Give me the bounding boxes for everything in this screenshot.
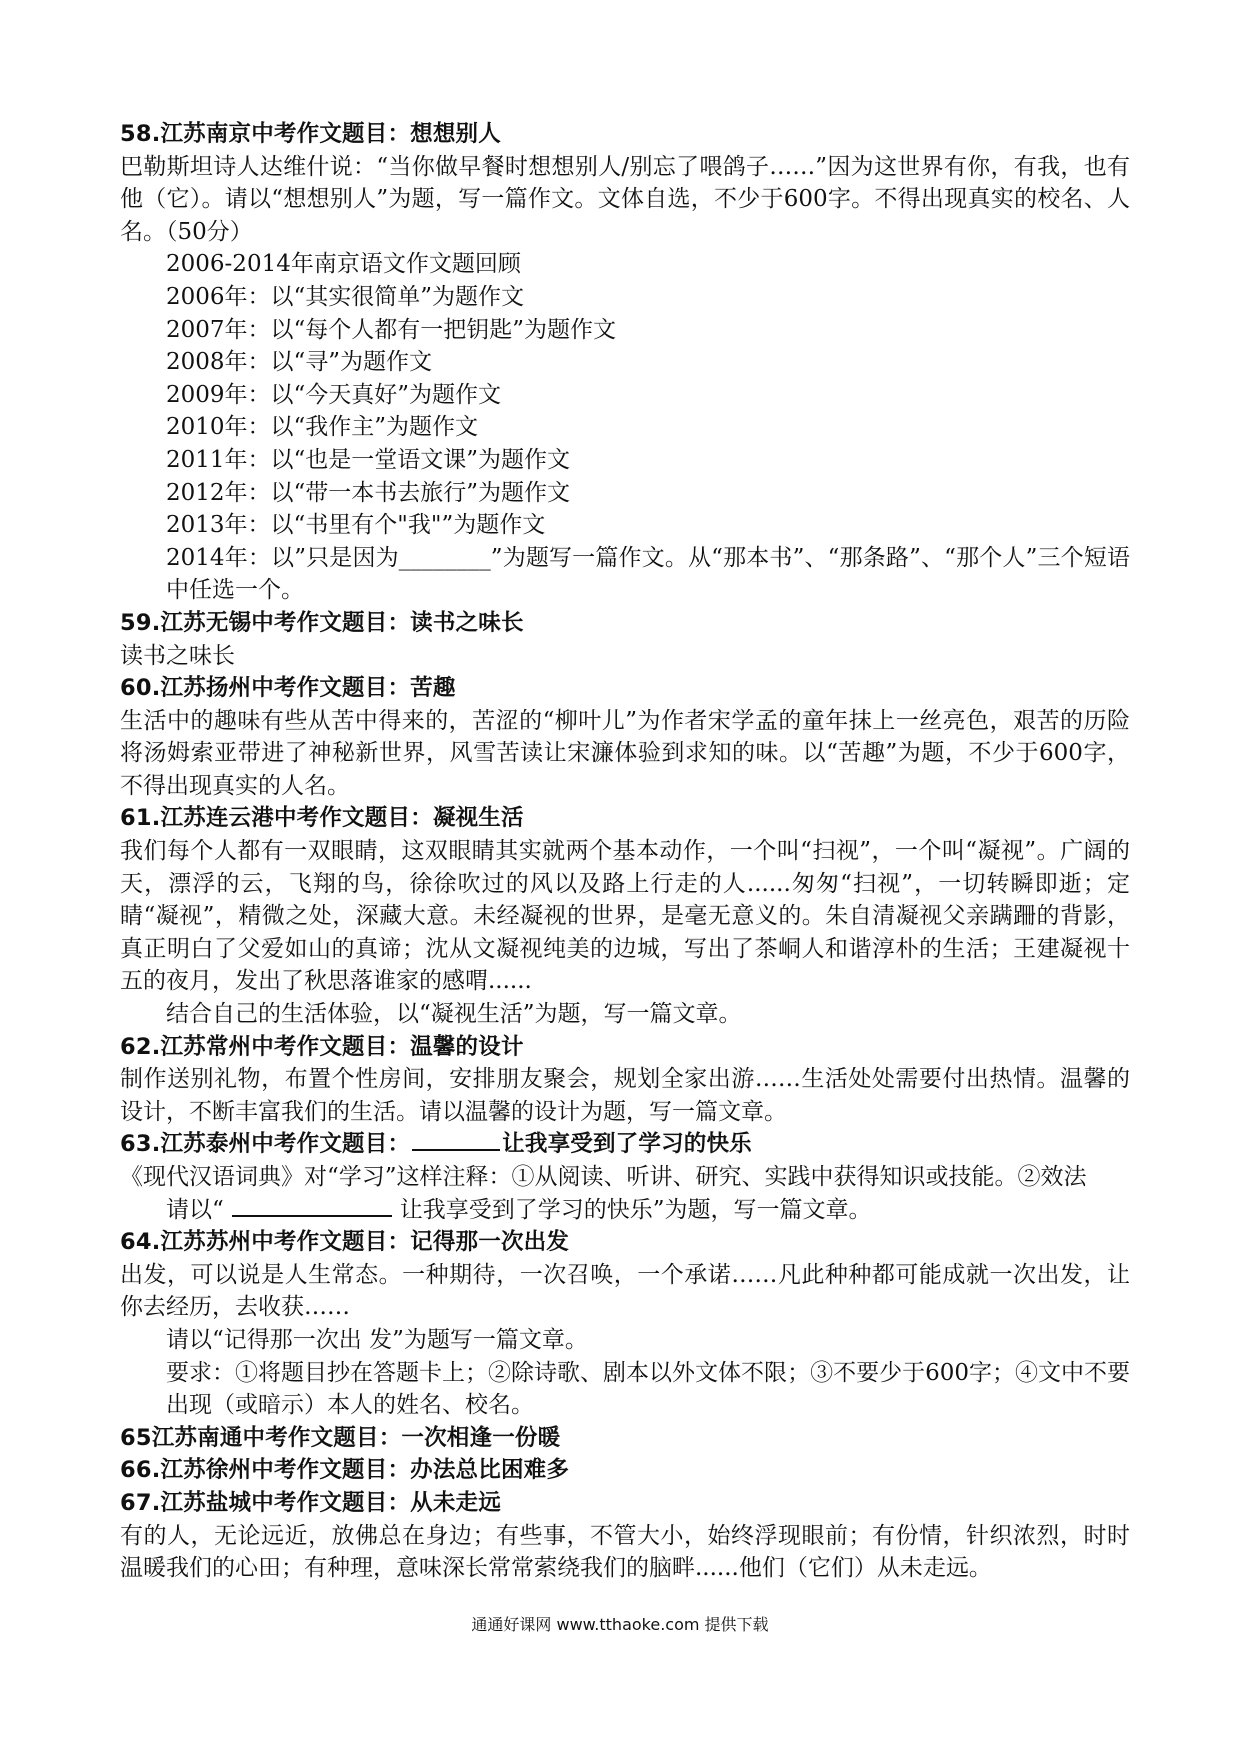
- question-heading: 58.江苏南京中考作文题目：想想别人: [120, 121, 501, 147]
- prompt-paragraph: 出发，可以说是人生常态。一种期待，一次召唤，一个承诺……凡此种种都可能成就一次出发，让你去经历，去收获……: [120, 1261, 1130, 1321]
- fill-in-blank: [232, 1195, 392, 1217]
- prompt-paragraph: 巴勒斯坦诗人达维什说：“当你做早餐时想想别人/别忘了喂鸽子……”因为这世界有你，有我，也有他（它）。请以“想想别人”为题，写一篇作文。文体自选，不少于600字。不得出现真实的校名、人名。（50分）: [120, 153, 1130, 245]
- fill-in-blank: [412, 1129, 500, 1151]
- indented-paragraph: 请以“记得那一次出 发”为题写一篇文章。: [166, 1326, 588, 1353]
- question-heading: 65江苏南通中考作文题目：一次相逢一份暖: [120, 1424, 561, 1451]
- prompt-paragraph: 制作送别礼物，布置个性房间，安排朋友聚会，规划全家出游……生活处处需要付出热情。温馨的设计，不断丰富我们的生活。请以温馨的设计为题，写一篇文章。: [120, 1066, 1130, 1125]
- question-heading: 67.江苏盐城中考作文题目：从未走远: [120, 1489, 501, 1516]
- text-segment: 63.江苏泰州中考作文题目：: [120, 1131, 411, 1158]
- indented-paragraph: 2007年：以“每个人都有一把钥匙”为题作文: [166, 316, 617, 343]
- indented-paragraph: 2006年：以“其实很简单”为题作文: [166, 283, 525, 310]
- text-segment: 请以“: [166, 1196, 224, 1223]
- indented-paragraph: 2010年：以“我作主”为题作文: [166, 414, 479, 441]
- indented-paragraph: 结合自己的生活体验，以“凝视生活”为题，写一篇文章。: [166, 1001, 742, 1028]
- indented-paragraph: 2014年：以”只是因为________”为题写一篇作文。从“那本书”、“那条路”、“那个人”三个短语中任选一个。: [166, 544, 1130, 604]
- prompt-paragraph: 读书之味长: [120, 642, 235, 669]
- question-heading: 66.江苏徐州中考作文题目：办法总比困难多: [120, 1457, 570, 1484]
- text-segment: 让我享受到了学习的快乐: [502, 1131, 752, 1158]
- question-heading: 62.江苏常州中考作文题目：温馨的设计: [120, 1033, 524, 1060]
- prompt-paragraph: 我们每个人都有一双眼睛，这双眼睛其实就两个基本动作，一个叫“扫视”，一个叫“凝视”。广阔的天，漂浮的云，飞翔的鸟，徐徐吹过的风以及路上行走的人......匆匆“扫视”，一切转瞬即逝；定睛“凝视”，精微之处，深藏大意。未经凝视的世界，是毫无意义的。朱自清凝视父亲蹒跚的背影，真正明白了父爱如山的真谛；沈从文凝视纯美的边城，写出了茶峒人和谐淳朴的生活；王建凝视十五的夜月，发出了秋思落谁家的感喟......: [120, 838, 1130, 995]
- question-heading: 59.江苏无锡中考作文题目：读书之味长: [120, 609, 524, 636]
- document-body: [120, 118, 1130, 1585]
- prompt-paragraph: 《现代汉语词典》对“学习”这样注释：①从阅读、听讲、研究、实践中获得知识或技能。②效法: [120, 1164, 1087, 1190]
- indented-paragraph: 2012年：以“带一本书去旅行”为题作文: [166, 479, 571, 506]
- prompt-paragraph: 有的人，无论远近，放佛总在身边；有些事，不管大小，始终浮现眼前；有份情，针织浓烈，时时温暖我们的心田；有种理，意味深长常常萦绕我们的脑畔......他们（它们）从未走远。: [120, 1522, 1130, 1582]
- indented-paragraph: [120, 1194, 1130, 1227]
- question-heading: 61.江苏连云港中考作文题目：凝视生活: [120, 805, 524, 832]
- indented-paragraph: 要求：①将题目抄在答题卡上；②除诗歌、剧本以外文体不限；③不要少于600字；④文中不要出现（或暗示）本人的姓名、校名。: [166, 1359, 1130, 1419]
- text-segment: 让我享受到了学习的快乐”为题，写一篇文章。: [399, 1196, 872, 1223]
- indented-paragraph: 2011年：以“也是一堂语文课”为题作文: [166, 446, 571, 473]
- question-heading: 64.江苏苏州中考作文题目：记得那一次出发: [120, 1229, 570, 1256]
- indented-paragraph: 2009年：以“今天真好”为题作文: [166, 381, 502, 408]
- prompt-paragraph: 生活中的趣味有些从苦中得来的，苦涩的“柳叶儿”为作者宋学孟的童年抹上一丝亮色，艰苦的历险将汤姆索亚带进了神秘新世界，风雪苦读让宋濂体验到求知的味。以“苦趣”为题，不少于600字，不得出现真实的人名。: [120, 707, 1130, 799]
- question-heading: [120, 1128, 1130, 1161]
- indented-paragraph: 2006-2014年南京语文作文题回顾: [166, 251, 521, 278]
- question-heading: 60.江苏扬州中考作文题目：苦趣: [120, 675, 456, 702]
- page-footer: 通通好课网 www.tthaoke.com 提供下载: [471, 1615, 769, 1634]
- indented-paragraph: 2008年：以“寻”为题作文: [166, 349, 433, 376]
- indented-paragraph: 2013年：以“书里有个"我"”为题作文: [166, 512, 546, 539]
